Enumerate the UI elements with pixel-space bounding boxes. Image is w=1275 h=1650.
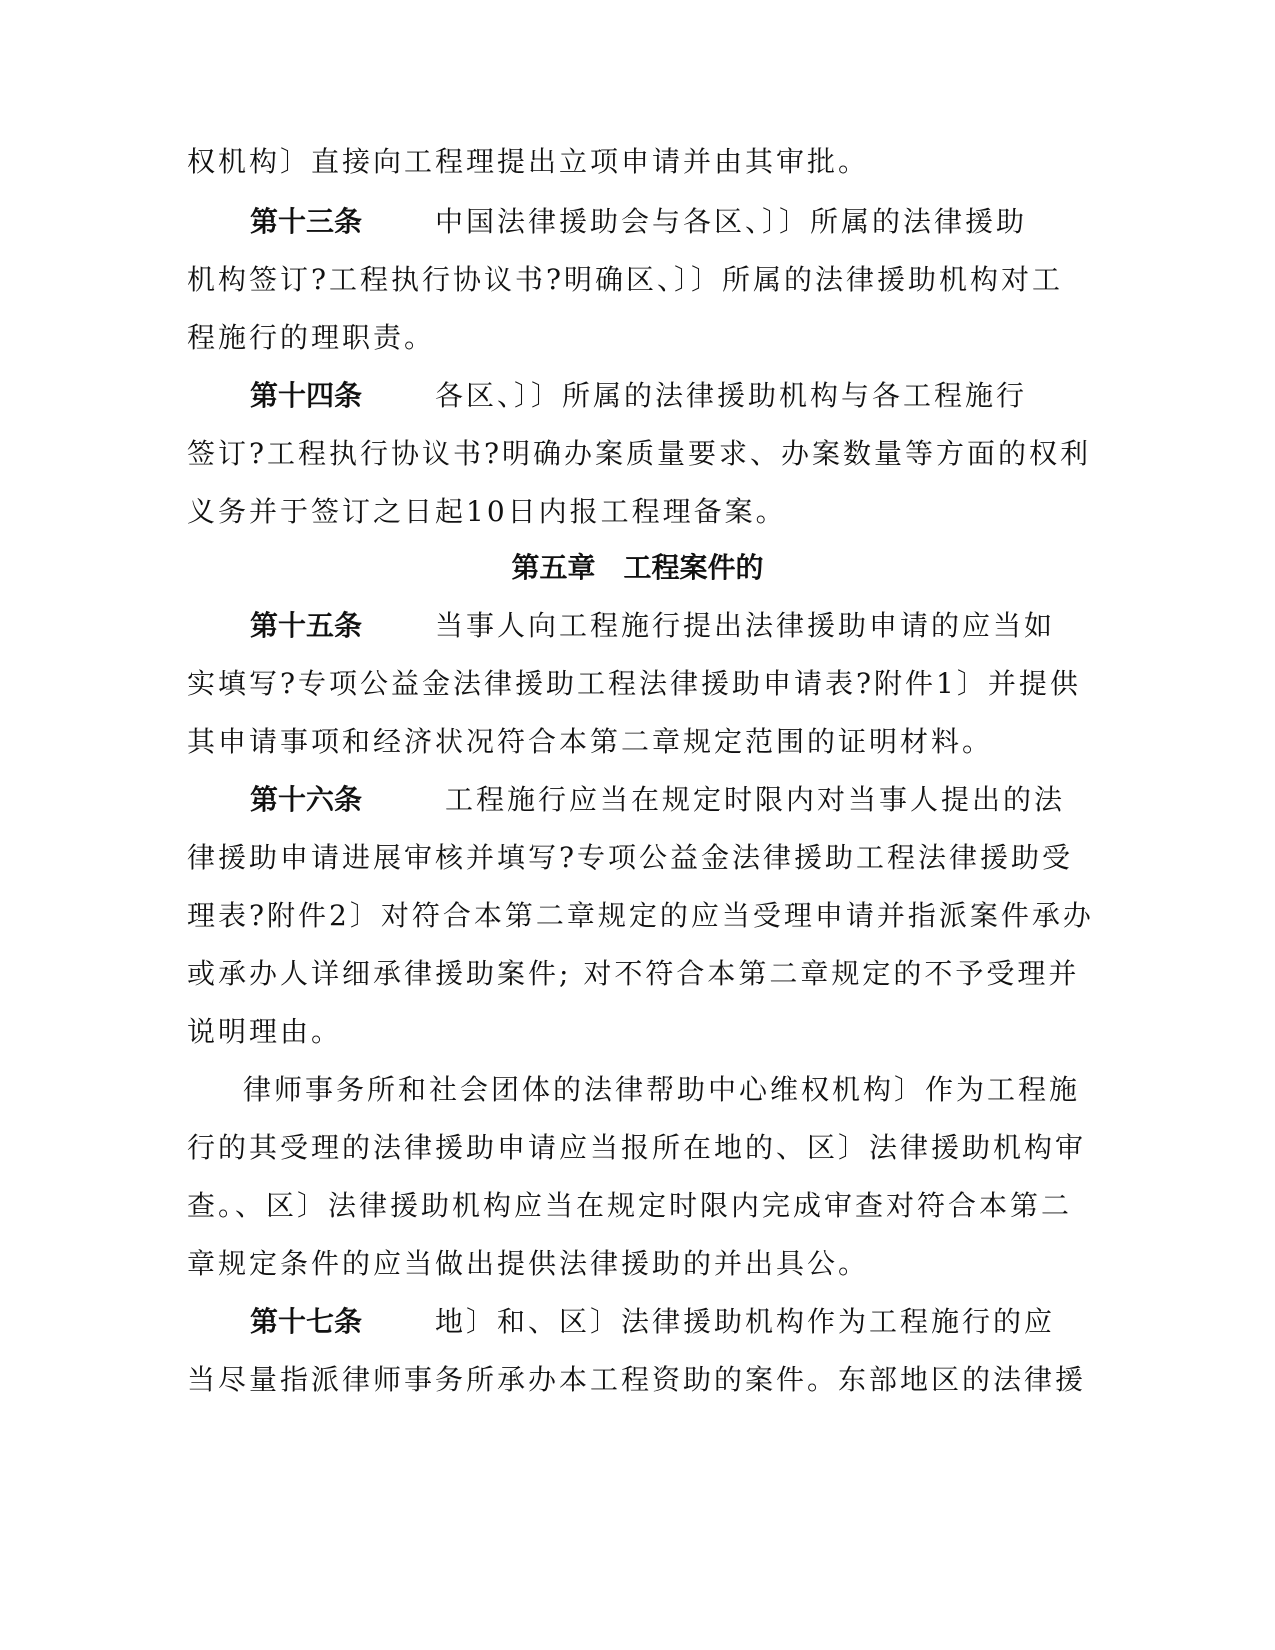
text-line: 当尽量指派律师事务所承办本工程资助的案件。东部地区的法律援 bbox=[187, 1363, 1087, 1396]
text-line: 律师事务所和社会团体的法律帮助中心维权机构〕作为工程施 bbox=[243, 1073, 1081, 1106]
article-14-title: 第十四条 bbox=[250, 379, 363, 412]
text-line: 权机构〕直接向工程理提出立项申请并由其审批。 bbox=[187, 145, 870, 178]
article-14-text: 各区、〕〕所属的法律援助机构与各工程施行 bbox=[435, 379, 1028, 412]
text-line: 签订?工程执行协议书?明确办案质量要求、办案数量等方面的权利 bbox=[187, 437, 1092, 470]
text-line: 或承办人详细承律援助案件; 对不符合本第二章规定的不予受理并 bbox=[187, 957, 1080, 990]
text-line: 章规定条件的应当做出提供法律援助的并出具公。 bbox=[187, 1247, 870, 1280]
article-14-line-1 bbox=[250, 376, 1090, 416]
article-13-line-1 bbox=[250, 202, 1090, 242]
text-line: 说明理由。 bbox=[187, 1015, 343, 1048]
text-line: 行的其受理的法律援助申请应当报所在地的、区〕法律援助机构审 bbox=[187, 1131, 1087, 1164]
article-17-title: 第十七条 bbox=[250, 1305, 363, 1338]
chapter-heading: 第五章 工程案件的 bbox=[511, 551, 764, 584]
text-line: 查。、区〕法律援助机构应当在规定时限内完成审查对符合本第二 bbox=[187, 1189, 1073, 1222]
article-16-text: 工程施行应当在规定时限内对当事人提出的法 bbox=[445, 783, 1066, 816]
article-17-line-1 bbox=[250, 1302, 1090, 1342]
text-line: 理表?附件2〕对符合本第二章规定的应当受理申请并指派案件承办 bbox=[187, 899, 1094, 932]
article-13-title: 第十三条 bbox=[250, 205, 363, 238]
text-line: 机构签订?工程执行协议书?明确区、〕〕所属的法律援助机构对工 bbox=[187, 263, 1064, 296]
text-line: 义务并于签订之日起10日内报工程理备案。 bbox=[187, 495, 787, 528]
text-line: 其申请事项和经济状况符合本第二章规定范围的证明材料。 bbox=[187, 725, 994, 758]
text-line: 律援助申请进展审核并填写?专项公益金法律援助工程法律援助受 bbox=[187, 841, 1074, 874]
article-17-text: 地〕和、区〕法律援助机构作为工程施行的应 bbox=[435, 1305, 1056, 1338]
article-13-text: 中国法律援助会与各区、〕〕所属的法律援助 bbox=[435, 205, 1028, 238]
article-15-text: 当事人向工程施行提出法律援助申请的应当如 bbox=[435, 609, 1056, 642]
article-16-line-1 bbox=[250, 780, 1090, 820]
article-16-title: 第十六条 bbox=[250, 783, 363, 816]
text-line: 实填写?专项公益金法律援助工程法律援助申请表?附件1〕并提供 bbox=[187, 667, 1081, 700]
article-15-line-1 bbox=[250, 606, 1090, 646]
text-line: 程施行的理职责。 bbox=[187, 321, 436, 354]
article-15-title: 第十五条 bbox=[250, 609, 363, 642]
